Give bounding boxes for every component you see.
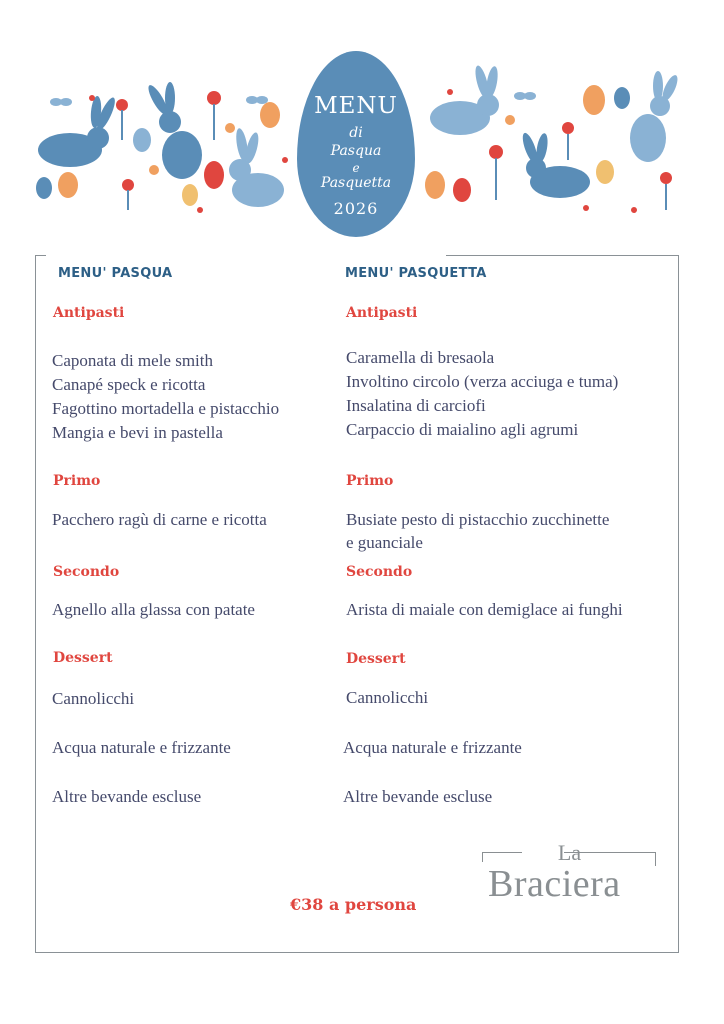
- pasqua-secondo-item: Agnello alla glassa con patate: [52, 600, 255, 619]
- pasqua-primo-item: Pacchero ragù di carne e ricotta: [52, 510, 267, 529]
- pasqua-secondo-heading: Secondo: [53, 564, 120, 580]
- rabbit-icon: [145, 82, 202, 179]
- title-pasquetta: Pasquetta: [320, 175, 392, 191]
- pasqua-antipasto-item: Fagottino mortadella e pistacchio: [52, 399, 280, 418]
- pasquetta-primo-item: Busiate pesto di pistacchio zucchinette: [346, 510, 610, 529]
- pasquetta-bevande: Altre bevande escluse: [343, 787, 493, 806]
- menu-title: MENU: [314, 93, 398, 119]
- pasquetta-antipasti-heading: Antipasti: [346, 305, 418, 321]
- title-pasqua: Pasqua: [330, 143, 382, 159]
- pasquetta-secondo-item: Arista di maiale con demiglace ai funghi: [346, 600, 623, 619]
- pasqua-antipasti-heading: Antipasti: [53, 305, 125, 321]
- pasquetta-secondo-heading: Secondo: [346, 564, 413, 580]
- pasquetta-dessert-heading: Dessert: [346, 651, 406, 667]
- pasquetta-antipasto-item: Involtino circolo (verza acciuga e tuma): [346, 372, 619, 391]
- rabbit-icon: [38, 96, 118, 167]
- pasquetta-acqua: Acqua naturale e frizzante: [343, 738, 522, 757]
- title-e: e: [352, 161, 360, 175]
- price: €38 a persona: [290, 895, 417, 914]
- title-year: 2026: [333, 199, 379, 218]
- butterfly-icon: [514, 92, 536, 100]
- rabbit-icon: [229, 127, 284, 207]
- pasqua-antipasto-item: Canapé speck e ricotta: [52, 375, 206, 394]
- pasquetta-dessert-item: Cannolicchi: [346, 688, 429, 707]
- pasquetta-antipasto-item: Carpaccio di maialino agli agrumi: [346, 420, 579, 439]
- pasqua-dessert-item: Cannolicchi: [52, 689, 135, 708]
- pasquetta-antipasto-item: Caramella di bresaola: [346, 348, 495, 367]
- pasqua-title: MENU' PASQUA: [58, 266, 173, 281]
- pasquetta-antipasto-item: Insalatina di carciofi: [346, 396, 486, 415]
- rabbit-icon: [430, 64, 500, 135]
- logo-braciera: Braciera: [488, 863, 621, 905]
- pasqua-bevande: Altre bevande escluse: [52, 787, 202, 806]
- pasqua-antipasto-item: Caponata di mele smith: [52, 351, 213, 370]
- pasqua-dessert-heading: Dessert: [53, 650, 113, 666]
- pasqua-primo-heading: Primo: [53, 473, 101, 489]
- pasquetta-title: MENU' PASQUETTA: [345, 266, 487, 281]
- pasqua-antipasto-item: Mangia e bevi in pastella: [52, 423, 223, 442]
- rabbit-icon: [630, 71, 680, 162]
- logo-la: La: [557, 840, 582, 865]
- rabbit-icon: [520, 131, 590, 198]
- pasquetta-primo-item: e guanciale: [346, 533, 423, 552]
- title-di: di: [349, 125, 363, 141]
- pasquetta-primo-heading: Primo: [346, 473, 394, 489]
- pasqua-acqua: Acqua naturale e frizzante: [52, 738, 231, 757]
- la-braciera-logo: [482, 840, 657, 904]
